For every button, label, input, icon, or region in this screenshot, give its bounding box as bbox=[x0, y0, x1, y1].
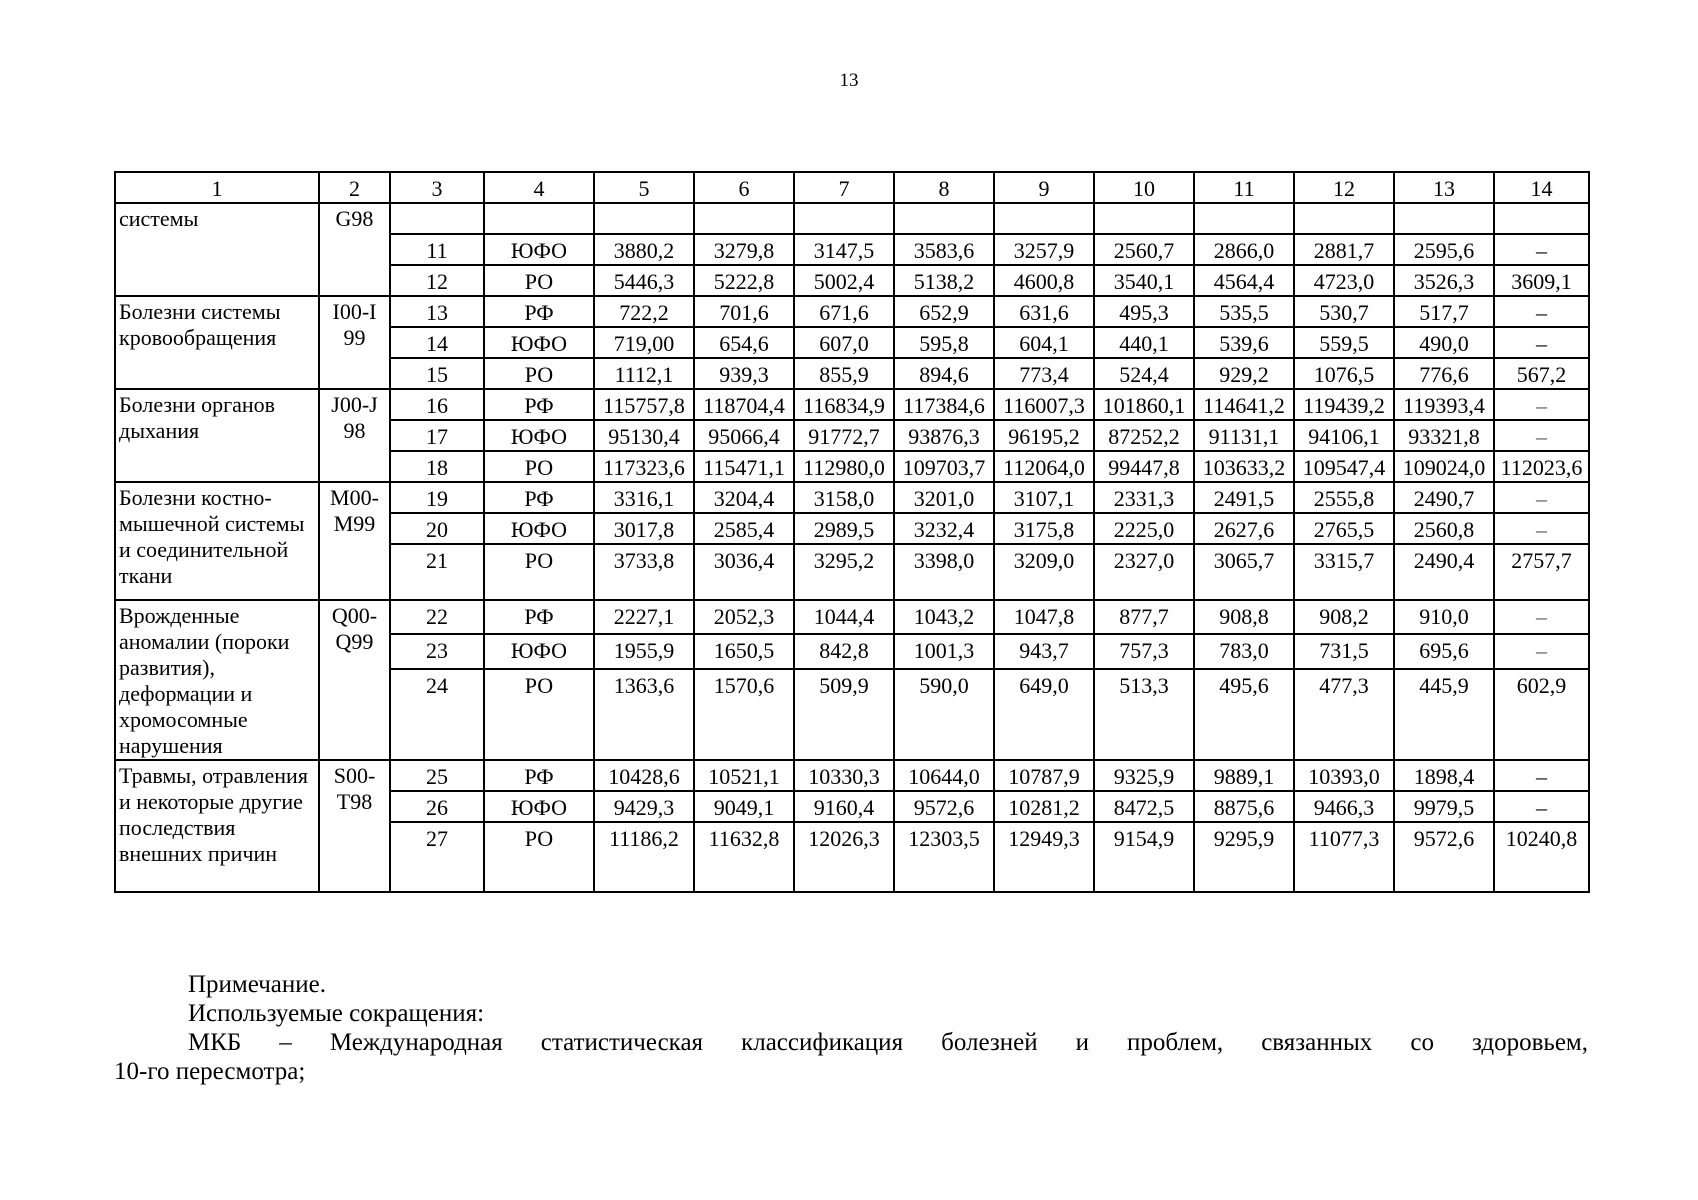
value-cell: 671,6 bbox=[794, 296, 894, 327]
value-cell: 109024,0 bbox=[1394, 451, 1494, 482]
region-cell: ЮФО bbox=[484, 791, 594, 822]
row-number: 18 bbox=[390, 451, 484, 482]
value-cell: 2331,3 bbox=[1094, 482, 1194, 513]
header-cell: 14 bbox=[1494, 172, 1589, 203]
icd-code-range: M00-M99 bbox=[319, 482, 390, 600]
value-cell: 109547,4 bbox=[1294, 451, 1394, 482]
value-cell: – bbox=[1494, 600, 1589, 634]
note-abbreviation-line: МКБ – Международная статистическая классификация болезней и проблем, связанных со здоровьем, bbox=[188, 1029, 1588, 1056]
value-cell: 631,6 bbox=[994, 296, 1094, 327]
value-cell: 757,3 bbox=[1094, 634, 1194, 668]
value-cell bbox=[1194, 203, 1294, 234]
value-cell: 495,6 bbox=[1194, 669, 1294, 760]
icd-code-range: I00-I99 bbox=[319, 296, 390, 389]
region-cell: РО bbox=[484, 822, 594, 892]
value-cell: 567,2 bbox=[1494, 358, 1589, 389]
value-cell: 117384,6 bbox=[894, 389, 994, 420]
region-cell: РФ bbox=[484, 389, 594, 420]
value-cell: 93321,8 bbox=[1394, 420, 1494, 451]
value-cell: – bbox=[1494, 760, 1589, 791]
region-cell: РФ bbox=[484, 760, 594, 791]
row-number: 26 bbox=[390, 791, 484, 822]
region-cell: РО bbox=[484, 451, 594, 482]
value-cell: 855,9 bbox=[794, 358, 894, 389]
value-cell: 3583,6 bbox=[894, 234, 994, 265]
row-number: 14 bbox=[390, 327, 484, 358]
value-cell: – bbox=[1494, 791, 1589, 822]
region-cell: РФ bbox=[484, 600, 594, 634]
table-row bbox=[115, 389, 1589, 420]
table-row bbox=[115, 203, 1589, 234]
value-cell: – bbox=[1494, 234, 1589, 265]
value-cell: 9429,3 bbox=[594, 791, 694, 822]
value-cell: 1001,3 bbox=[894, 634, 994, 668]
value-cell bbox=[894, 203, 994, 234]
value-cell: 4723,0 bbox=[1294, 265, 1394, 296]
value-cell: 3065,7 bbox=[1194, 544, 1294, 600]
value-cell: 119439,2 bbox=[1294, 389, 1394, 420]
value-cell bbox=[1094, 203, 1194, 234]
value-cell: 3880,2 bbox=[594, 234, 694, 265]
region-cell: ЮФО bbox=[484, 513, 594, 544]
value-cell: 3175,8 bbox=[994, 513, 1094, 544]
value-cell: 9572,6 bbox=[1394, 822, 1494, 892]
value-cell: – bbox=[1494, 296, 1589, 327]
value-cell: 112980,0 bbox=[794, 451, 894, 482]
value-cell: 3279,8 bbox=[694, 234, 794, 265]
value-cell: 4600,8 bbox=[994, 265, 1094, 296]
value-cell: 11186,2 bbox=[594, 822, 694, 892]
value-cell: 3315,7 bbox=[1294, 544, 1394, 600]
value-cell: 112023,6 bbox=[1494, 451, 1589, 482]
table-row bbox=[115, 760, 1589, 791]
value-cell: 4564,4 bbox=[1194, 265, 1294, 296]
value-cell: 595,8 bbox=[894, 327, 994, 358]
value-cell: 1898,4 bbox=[1394, 760, 1494, 791]
value-cell: – bbox=[1494, 389, 1589, 420]
value-cell: 10240,8 bbox=[1494, 822, 1589, 892]
value-cell: – bbox=[1494, 513, 1589, 544]
value-cell: 9466,3 bbox=[1294, 791, 1394, 822]
value-cell: 8875,6 bbox=[1194, 791, 1294, 822]
value-cell: 2560,8 bbox=[1394, 513, 1494, 544]
value-cell: 783,0 bbox=[1194, 634, 1294, 668]
row-number: 15 bbox=[390, 358, 484, 389]
value-cell: 440,1 bbox=[1094, 327, 1194, 358]
row-number: 25 bbox=[390, 760, 484, 791]
disease-class-name: системы bbox=[115, 203, 319, 296]
row-number: 21 bbox=[390, 544, 484, 600]
value-cell: 908,2 bbox=[1294, 600, 1394, 634]
value-cell: 10393,0 bbox=[1294, 760, 1394, 791]
value-cell: 103633,2 bbox=[1194, 451, 1294, 482]
value-cell: 910,0 bbox=[1394, 600, 1494, 634]
value-cell: 2225,0 bbox=[1094, 513, 1194, 544]
value-cell bbox=[594, 203, 694, 234]
value-cell: 3036,4 bbox=[694, 544, 794, 600]
value-cell: 114641,2 bbox=[1194, 389, 1294, 420]
value-cell: 3158,0 bbox=[794, 482, 894, 513]
header-cell: 11 bbox=[1194, 172, 1294, 203]
value-cell: 9889,1 bbox=[1194, 760, 1294, 791]
value-cell: 695,6 bbox=[1394, 634, 1494, 668]
value-cell bbox=[1494, 203, 1589, 234]
value-cell: 3526,3 bbox=[1394, 265, 1494, 296]
region-cell: РО bbox=[484, 669, 594, 760]
value-cell: 115471,1 bbox=[694, 451, 794, 482]
region-cell: ЮФО bbox=[484, 420, 594, 451]
header-row bbox=[115, 172, 1589, 203]
header-cell: 7 bbox=[794, 172, 894, 203]
value-cell: 10787,9 bbox=[994, 760, 1094, 791]
value-cell: 1570,6 bbox=[694, 669, 794, 760]
value-cell: 116007,3 bbox=[994, 389, 1094, 420]
value-cell: 8472,5 bbox=[1094, 791, 1194, 822]
header-cell: 3 bbox=[390, 172, 484, 203]
value-cell: 477,3 bbox=[1294, 669, 1394, 760]
note-subtitle: Используемые сокращения: bbox=[188, 1000, 485, 1027]
region-cell: РО bbox=[484, 358, 594, 389]
value-cell: 9049,1 bbox=[694, 791, 794, 822]
value-cell: 2595,6 bbox=[1394, 234, 1494, 265]
value-cell: 1363,6 bbox=[594, 669, 694, 760]
value-cell: 3017,8 bbox=[594, 513, 694, 544]
value-cell: 2627,6 bbox=[1194, 513, 1294, 544]
value-cell: 509,9 bbox=[794, 669, 894, 760]
value-cell: 513,3 bbox=[1094, 669, 1194, 760]
value-cell: 2327,0 bbox=[1094, 544, 1194, 600]
row-number: 16 bbox=[390, 389, 484, 420]
value-cell: 5002,4 bbox=[794, 265, 894, 296]
value-cell: 96195,2 bbox=[994, 420, 1094, 451]
value-cell: 2491,5 bbox=[1194, 482, 1294, 513]
header-cell: 6 bbox=[694, 172, 794, 203]
value-cell: 3201,0 bbox=[894, 482, 994, 513]
value-cell: 2555,8 bbox=[1294, 482, 1394, 513]
value-cell: 11077,3 bbox=[1294, 822, 1394, 892]
value-cell: 2585,4 bbox=[694, 513, 794, 544]
value-cell: 118704,4 bbox=[694, 389, 794, 420]
value-cell: 91131,1 bbox=[1194, 420, 1294, 451]
note-abbreviation-continuation: 10-го пересмотра; bbox=[114, 1058, 306, 1085]
value-cell: 939,3 bbox=[694, 358, 794, 389]
value-cell: 652,9 bbox=[894, 296, 994, 327]
value-cell: 87252,2 bbox=[1094, 420, 1194, 451]
value-cell: 1112,1 bbox=[594, 358, 694, 389]
value-cell: 1047,8 bbox=[994, 600, 1094, 634]
value-cell: 929,2 bbox=[1194, 358, 1294, 389]
value-cell: 2757,7 bbox=[1494, 544, 1589, 600]
value-cell: 10521,1 bbox=[694, 760, 794, 791]
value-cell: 1955,9 bbox=[594, 634, 694, 668]
value-cell: 9154,9 bbox=[1094, 822, 1194, 892]
value-cell bbox=[994, 203, 1094, 234]
disease-class-name: Болезни системы кровообращения bbox=[115, 296, 319, 389]
row-number: 17 bbox=[390, 420, 484, 451]
value-cell: 2227,1 bbox=[594, 600, 694, 634]
page-number: 13 bbox=[839, 70, 859, 91]
value-cell: 2490,4 bbox=[1394, 544, 1494, 600]
row-number: 22 bbox=[390, 600, 484, 634]
value-cell: 842,8 bbox=[794, 634, 894, 668]
value-cell bbox=[1294, 203, 1394, 234]
value-cell: 2866,0 bbox=[1194, 234, 1294, 265]
value-cell: 908,8 bbox=[1194, 600, 1294, 634]
value-cell: 10428,6 bbox=[594, 760, 694, 791]
value-cell: 524,4 bbox=[1094, 358, 1194, 389]
value-cell: – bbox=[1494, 327, 1589, 358]
value-cell: 649,0 bbox=[994, 669, 1094, 760]
value-cell: 490,0 bbox=[1394, 327, 1494, 358]
row-number: 27 bbox=[390, 822, 484, 892]
value-cell: 776,6 bbox=[1394, 358, 1494, 389]
table-row bbox=[115, 482, 1589, 513]
value-cell: 701,6 bbox=[694, 296, 794, 327]
value-cell: 3540,1 bbox=[1094, 265, 1194, 296]
table-row bbox=[115, 600, 1589, 634]
row-number: 13 bbox=[390, 296, 484, 327]
header-cell: 2 bbox=[319, 172, 390, 203]
header-cell: 5 bbox=[594, 172, 694, 203]
value-cell: 119393,4 bbox=[1394, 389, 1494, 420]
value-cell: 535,5 bbox=[1194, 296, 1294, 327]
value-cell: 607,0 bbox=[794, 327, 894, 358]
value-cell: 2765,5 bbox=[1294, 513, 1394, 544]
value-cell: 943,7 bbox=[994, 634, 1094, 668]
region-cell: ЮФО bbox=[484, 327, 594, 358]
region-cell: РФ bbox=[484, 296, 594, 327]
value-cell: 2560,7 bbox=[1094, 234, 1194, 265]
value-cell: 894,6 bbox=[894, 358, 994, 389]
value-cell: 3609,1 bbox=[1494, 265, 1589, 296]
value-cell: 109703,7 bbox=[894, 451, 994, 482]
value-cell: 94106,1 bbox=[1294, 420, 1394, 451]
value-cell: 719,00 bbox=[594, 327, 694, 358]
region-cell: РФ bbox=[484, 482, 594, 513]
icd-code-range: J00-J98 bbox=[319, 389, 390, 482]
header-cell: 8 bbox=[894, 172, 994, 203]
region-cell: ЮФО bbox=[484, 234, 594, 265]
value-cell: 12949,3 bbox=[994, 822, 1094, 892]
value-cell: 115757,8 bbox=[594, 389, 694, 420]
value-cell: 91772,7 bbox=[794, 420, 894, 451]
value-cell: 95066,4 bbox=[694, 420, 794, 451]
row-number: 20 bbox=[390, 513, 484, 544]
value-cell: 3316,1 bbox=[594, 482, 694, 513]
row-number: 11 bbox=[390, 234, 484, 265]
value-cell: 116834,9 bbox=[794, 389, 894, 420]
value-cell: 3204,4 bbox=[694, 482, 794, 513]
icd-code-range: G98 bbox=[319, 203, 390, 296]
value-cell: 3295,2 bbox=[794, 544, 894, 600]
value-cell: 1076,5 bbox=[1294, 358, 1394, 389]
value-cell: 9325,9 bbox=[1094, 760, 1194, 791]
value-cell bbox=[1394, 203, 1494, 234]
value-cell: 101860,1 bbox=[1094, 389, 1194, 420]
value-cell: 3107,1 bbox=[994, 482, 1094, 513]
region-cell: РО bbox=[484, 544, 594, 600]
value-cell: 1044,4 bbox=[794, 600, 894, 634]
value-cell: 559,5 bbox=[1294, 327, 1394, 358]
disease-class-name: Врожденные аномалии (пороки развития), деформации и хромосомные нарушения bbox=[115, 600, 319, 760]
value-cell: 99447,8 bbox=[1094, 451, 1194, 482]
value-cell: 9572,6 bbox=[894, 791, 994, 822]
value-cell bbox=[794, 203, 894, 234]
value-cell: – bbox=[1494, 420, 1589, 451]
header-cell: 9 bbox=[994, 172, 1094, 203]
value-cell: 731,5 bbox=[1294, 634, 1394, 668]
value-cell: 5138,2 bbox=[894, 265, 994, 296]
row-number: 24 bbox=[390, 669, 484, 760]
value-cell: 3232,4 bbox=[894, 513, 994, 544]
value-cell: 9295,9 bbox=[1194, 822, 1294, 892]
value-cell: 877,7 bbox=[1094, 600, 1194, 634]
value-cell: 3147,5 bbox=[794, 234, 894, 265]
value-cell: 9160,4 bbox=[794, 791, 894, 822]
region-cell: ЮФО bbox=[484, 634, 594, 668]
value-cell: 112064,0 bbox=[994, 451, 1094, 482]
value-cell bbox=[694, 203, 794, 234]
header-cell: 13 bbox=[1394, 172, 1494, 203]
value-cell: 539,6 bbox=[1194, 327, 1294, 358]
value-cell: 95130,4 bbox=[594, 420, 694, 451]
header-cell: 12 bbox=[1294, 172, 1394, 203]
value-cell: 3209,0 bbox=[994, 544, 1094, 600]
row-number: 19 bbox=[390, 482, 484, 513]
value-cell: 2881,7 bbox=[1294, 234, 1394, 265]
value-cell: 117323,6 bbox=[594, 451, 694, 482]
value-cell: 9979,5 bbox=[1394, 791, 1494, 822]
note-title: Примечание. bbox=[188, 971, 327, 998]
header-cell: 4 bbox=[484, 172, 594, 203]
value-cell: 654,6 bbox=[694, 327, 794, 358]
value-cell: 3398,0 bbox=[894, 544, 994, 600]
value-cell: 10281,2 bbox=[994, 791, 1094, 822]
disease-class-name: Болезни костно-мышечной системы и соединительной ткани bbox=[115, 482, 319, 600]
table-row bbox=[115, 296, 1589, 327]
region-cell bbox=[484, 203, 594, 234]
value-cell: 93876,3 bbox=[894, 420, 994, 451]
statistics-table bbox=[114, 171, 1590, 893]
icd-code-range: Q00-Q99 bbox=[319, 600, 390, 760]
value-cell: 3257,9 bbox=[994, 234, 1094, 265]
value-cell: 12303,5 bbox=[894, 822, 994, 892]
disease-class-name: Болезни органов дыхания bbox=[115, 389, 319, 482]
header-cell: 1 bbox=[115, 172, 319, 203]
value-cell: 3733,8 bbox=[594, 544, 694, 600]
value-cell: 773,4 bbox=[994, 358, 1094, 389]
header-cell: 10 bbox=[1094, 172, 1194, 203]
notes-section bbox=[114, 970, 1588, 1086]
row-number: 23 bbox=[390, 634, 484, 668]
region-cell: РО bbox=[484, 265, 594, 296]
value-cell: 722,2 bbox=[594, 296, 694, 327]
value-cell: 5446,3 bbox=[594, 265, 694, 296]
value-cell: 10644,0 bbox=[894, 760, 994, 791]
value-cell: 1043,2 bbox=[894, 600, 994, 634]
value-cell: 2052,3 bbox=[694, 600, 794, 634]
row-number: 12 bbox=[390, 265, 484, 296]
value-cell: 517,7 bbox=[1394, 296, 1494, 327]
row-number bbox=[390, 203, 484, 234]
value-cell: 2989,5 bbox=[794, 513, 894, 544]
value-cell: 590,0 bbox=[894, 669, 994, 760]
value-cell: 495,3 bbox=[1094, 296, 1194, 327]
value-cell: 2490,7 bbox=[1394, 482, 1494, 513]
disease-class-name: Травмы, отравления и некоторые другие последствия внешних причин bbox=[115, 760, 319, 892]
icd-code-range: S00-T98 bbox=[319, 760, 390, 892]
value-cell: 602,9 bbox=[1494, 669, 1589, 760]
value-cell: 11632,8 bbox=[694, 822, 794, 892]
value-cell: 5222,8 bbox=[694, 265, 794, 296]
value-cell: 604,1 bbox=[994, 327, 1094, 358]
value-cell: 445,9 bbox=[1394, 669, 1494, 760]
value-cell: 1650,5 bbox=[694, 634, 794, 668]
value-cell: – bbox=[1494, 634, 1589, 668]
value-cell: 530,7 bbox=[1294, 296, 1394, 327]
value-cell: 12026,3 bbox=[794, 822, 894, 892]
value-cell: – bbox=[1494, 482, 1589, 513]
value-cell: 10330,3 bbox=[794, 760, 894, 791]
